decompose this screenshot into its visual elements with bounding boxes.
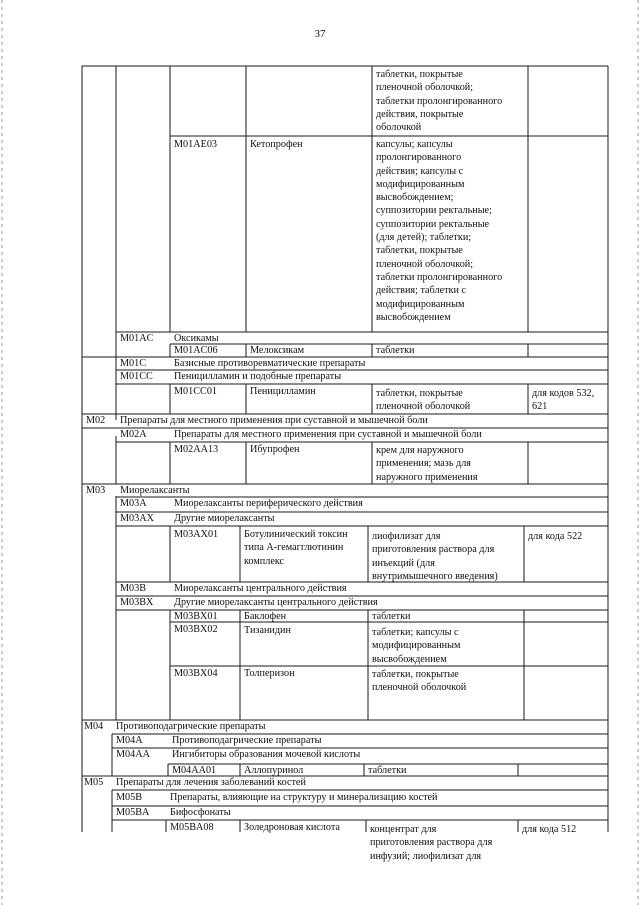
- cell-form: таблетки; капсулы с модифицированным высвобождением: [372, 627, 461, 665]
- cell-form: капсулы; капсулы пролонгированного действия; капсулы с модифицированным высвобождением; суппозитории ректальные; суппозитории ректальные (для детей); таблетки; таблетки, покрытые пленочной оболочкой; таблетки пролонгированного действия; таблетки с модифицированным высвобождением: [376, 139, 503, 323]
- cell-group: Препараты для местного применения при суставной и мышечной боли: [174, 429, 482, 440]
- cell-code: M01AC: [120, 333, 154, 344]
- cell-code: M03B: [120, 583, 147, 594]
- cell-group: Другие миорелаксанты центрального действия: [174, 597, 378, 608]
- cell-code: M01C: [120, 358, 147, 369]
- cell-code: M01CC01: [174, 386, 218, 397]
- cell-code: M01AE03: [174, 139, 218, 150]
- cell-code: M04AA01: [172, 765, 217, 776]
- cell-code: M02: [86, 415, 106, 426]
- cell-name: Ботулинический токсин типа А-гемагглютинин комплекс: [244, 529, 348, 567]
- cell-code: M04AA: [116, 749, 150, 760]
- page-number: 37: [314, 28, 326, 40]
- cell-name: Пеницилламин: [250, 386, 316, 397]
- cell-note: для кодов 532, 621: [532, 388, 595, 413]
- cell-group: Препараты для местного применения при суставной и мышечной боли: [120, 415, 428, 426]
- cell-name: Тизанидин: [244, 625, 291, 636]
- cell-code: M03: [86, 485, 106, 496]
- cell-code: M03AX01: [174, 529, 219, 540]
- cell-code: M01CC: [120, 371, 153, 382]
- cell-form: таблетки: [368, 765, 407, 776]
- cell-name: Мелоксикам: [250, 345, 305, 356]
- cell-code: M05: [84, 777, 104, 788]
- cell-code: M03A: [120, 498, 147, 509]
- scan-edge-right: [637, 0, 639, 905]
- cell-name: Аллопуринол: [244, 765, 304, 776]
- cell-group: Препараты, влияющие на структуру и минерализацию костей: [170, 792, 438, 803]
- cell-group: Миорелаксанты периферического действия: [174, 498, 363, 509]
- cell-code: M05B: [116, 792, 143, 803]
- cell-code: M02A: [120, 429, 147, 440]
- cell-group: Оксикамы: [174, 333, 219, 344]
- cell-group: Миорелаксанты: [120, 485, 190, 496]
- cell-name: Кетопрофен: [250, 139, 303, 150]
- cell-note: для кода 522: [528, 531, 583, 542]
- cell-group: Миорелаксанты центрального действия: [174, 583, 347, 594]
- cell-form: таблетки, покрытые пленочной оболочкой; таблетки пролонгированного действия, покрытые оболочкой: [376, 69, 503, 134]
- cell-form: таблетки, покрытые пленочной оболочкой: [376, 388, 471, 413]
- cell-code: M03BX01: [174, 611, 218, 622]
- cell-group: Пеницилламин и подобные препараты: [174, 371, 342, 382]
- cell-code: M05BA: [116, 807, 150, 818]
- cell-group: Препараты для лечения заболеваний костей: [116, 777, 306, 788]
- cell-name: Толперизон: [244, 668, 295, 679]
- cell-form: таблетки, покрытые пленочной оболочкой: [372, 669, 467, 694]
- cell-form: таблетки: [372, 611, 411, 622]
- cell-code: M03BX: [120, 597, 154, 608]
- cell-form: таблетки: [376, 345, 415, 356]
- cell-group: Другие миорелаксанты: [174, 513, 275, 524]
- cell-code: M05BA08: [170, 822, 214, 833]
- cell-note: для кода 512: [522, 824, 577, 835]
- cell-code: M01AC06: [174, 345, 218, 356]
- cell-group: Противоподагрические препараты: [116, 721, 266, 732]
- cell-group: Базисные противоревматические препараты: [174, 358, 366, 369]
- cell-group: Ингибиторы образования мочевой кислоты: [172, 749, 361, 760]
- cell-form: концентрат для приготовления раствора для инфузий; лиофилизат для: [370, 824, 493, 862]
- cell-name: Баклофен: [244, 611, 287, 622]
- cell-name: Золедроновая кислота: [244, 822, 340, 833]
- cell-code: M03AX: [120, 513, 154, 524]
- cell-code: M03BX04: [174, 668, 218, 679]
- cell-form: лиофилизат для приготовления раствора для инъекций (для внутримышечного введения): [372, 531, 498, 582]
- cell-code: M04A: [116, 735, 143, 746]
- cell-code: M03BX02: [174, 624, 218, 635]
- cell-group: Бифосфонаты: [170, 807, 231, 818]
- scan-edge-left: [1, 0, 3, 905]
- cell-form: крем для наружного применения; мазь для наружного применения: [376, 445, 478, 483]
- cell-code: M04: [84, 721, 104, 732]
- cell-name: Ибупрофен: [250, 444, 300, 455]
- cell-group: Противоподагрические препараты: [172, 735, 322, 746]
- cell-code: M02AA13: [174, 444, 219, 455]
